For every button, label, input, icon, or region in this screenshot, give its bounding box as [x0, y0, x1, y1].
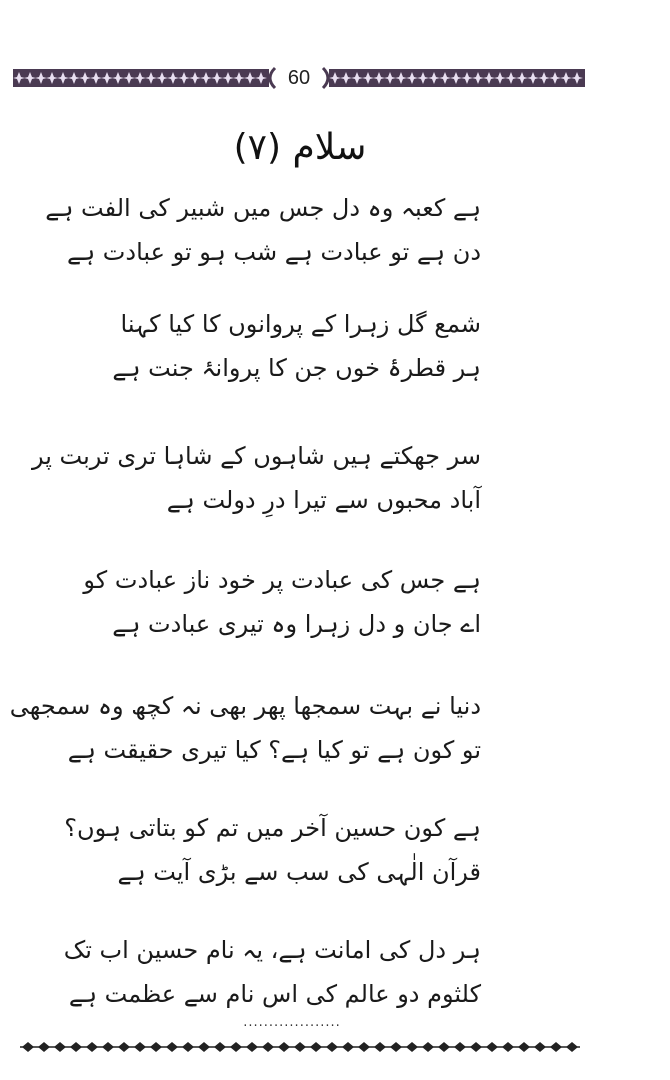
poem-title: سلام (۷): [233, 127, 367, 168]
diamond-icon: [86, 1042, 98, 1052]
diamond-icon: [422, 1042, 434, 1052]
diamond-icon: [438, 1042, 450, 1052]
diamond-icon: [118, 1042, 130, 1052]
diamond-icon: [278, 1042, 290, 1052]
diamond-icon: [150, 1042, 162, 1052]
verse-line: اے جان و دل زہرا وہ تیری عبادت ہے: [112, 610, 481, 638]
diamond-icon: [214, 1042, 226, 1052]
diamond-icon: [38, 1042, 50, 1052]
page-number: 60: [287, 67, 311, 89]
diamond-icon: [470, 1042, 482, 1052]
verse-line: ہے کون حسین آخر میں تم کو بتاتی ہوں؟: [64, 814, 481, 842]
page-header: [13, 66, 585, 90]
diamond-icon: [566, 1042, 578, 1052]
diamond-icon: [358, 1042, 370, 1052]
couplet: [31, 434, 481, 522]
verse-line: دن ہے تو عبادت ہے شب ہو تو عبادت ہے: [67, 238, 481, 266]
couplet: [112, 302, 481, 390]
couplet: [83, 558, 481, 646]
couplet: [45, 186, 481, 274]
verse-line: آباد محبوں سے تیرا درِ دولت ہے: [166, 486, 481, 514]
diamond-icon: [230, 1042, 242, 1052]
verse-line: دنیا نے بہت سمجھا پھر بھی نہ کچھ وہ سمجھی: [9, 692, 481, 720]
diamond-icon: [70, 1042, 82, 1052]
verse-line: ہر قطرۂ خوں جن کا پروانۂ جنت ہے: [112, 354, 481, 382]
diamond-icon: [294, 1042, 306, 1052]
diamond-icon: [182, 1042, 194, 1052]
diamond-icon: [374, 1042, 386, 1052]
diamond-icon: [246, 1042, 258, 1052]
diamond-icon: [406, 1042, 418, 1052]
diamond-icon: [518, 1042, 530, 1052]
verse-line: ہے جس کی عبادت پر خود ناز عبادت کو: [83, 566, 481, 594]
footer-dotted-separator: ...................: [243, 1015, 341, 1030]
couplet: [63, 928, 481, 1016]
verse-line: سر جھکتے ہیں شاہوں کے شاہا تری تربت پر: [31, 442, 481, 470]
diamond-icon: [134, 1042, 146, 1052]
diamond-icon: [54, 1042, 66, 1052]
verse-line: کلثوم دو عالم کی اس نام سے عظمت ہے: [68, 980, 481, 1008]
verse-line: شمع گل زہرا کے پروانوں کا کیا کہنا: [120, 310, 481, 338]
diamond-icon: [102, 1042, 114, 1052]
verse-line: ہر دل کی امانت ہے، یہ نام حسین اب تک: [63, 936, 481, 964]
diamond-icon: [326, 1042, 338, 1052]
diamond-icon: [166, 1042, 178, 1052]
diamond-icon: [486, 1042, 498, 1052]
verse-line: قرآن الٰہی کی سب سے بڑی آیت ہے: [117, 858, 481, 886]
couplet: [64, 806, 481, 894]
diamond-icon: [534, 1042, 546, 1052]
diamond-icon: [310, 1042, 322, 1052]
diamond-icon: [342, 1042, 354, 1052]
verse-line: ہے کعبہ وہ دل جس میں شبیر کی الفت ہے: [45, 194, 481, 222]
diamond-chain-border-icon: [20, 1040, 580, 1054]
diamond-icon: [454, 1042, 466, 1052]
diamond-icon: [262, 1042, 274, 1052]
couplet: [9, 684, 481, 772]
diamond-icon: [390, 1042, 402, 1052]
diamond-icon: [550, 1042, 562, 1052]
diamond-icon: [198, 1042, 210, 1052]
diamond-icon: [22, 1042, 34, 1052]
diamond-icon: [502, 1042, 514, 1052]
verse-line: تو کون ہے تو کیا ہے؟ کیا تیری حقیقت ہے: [67, 736, 481, 764]
